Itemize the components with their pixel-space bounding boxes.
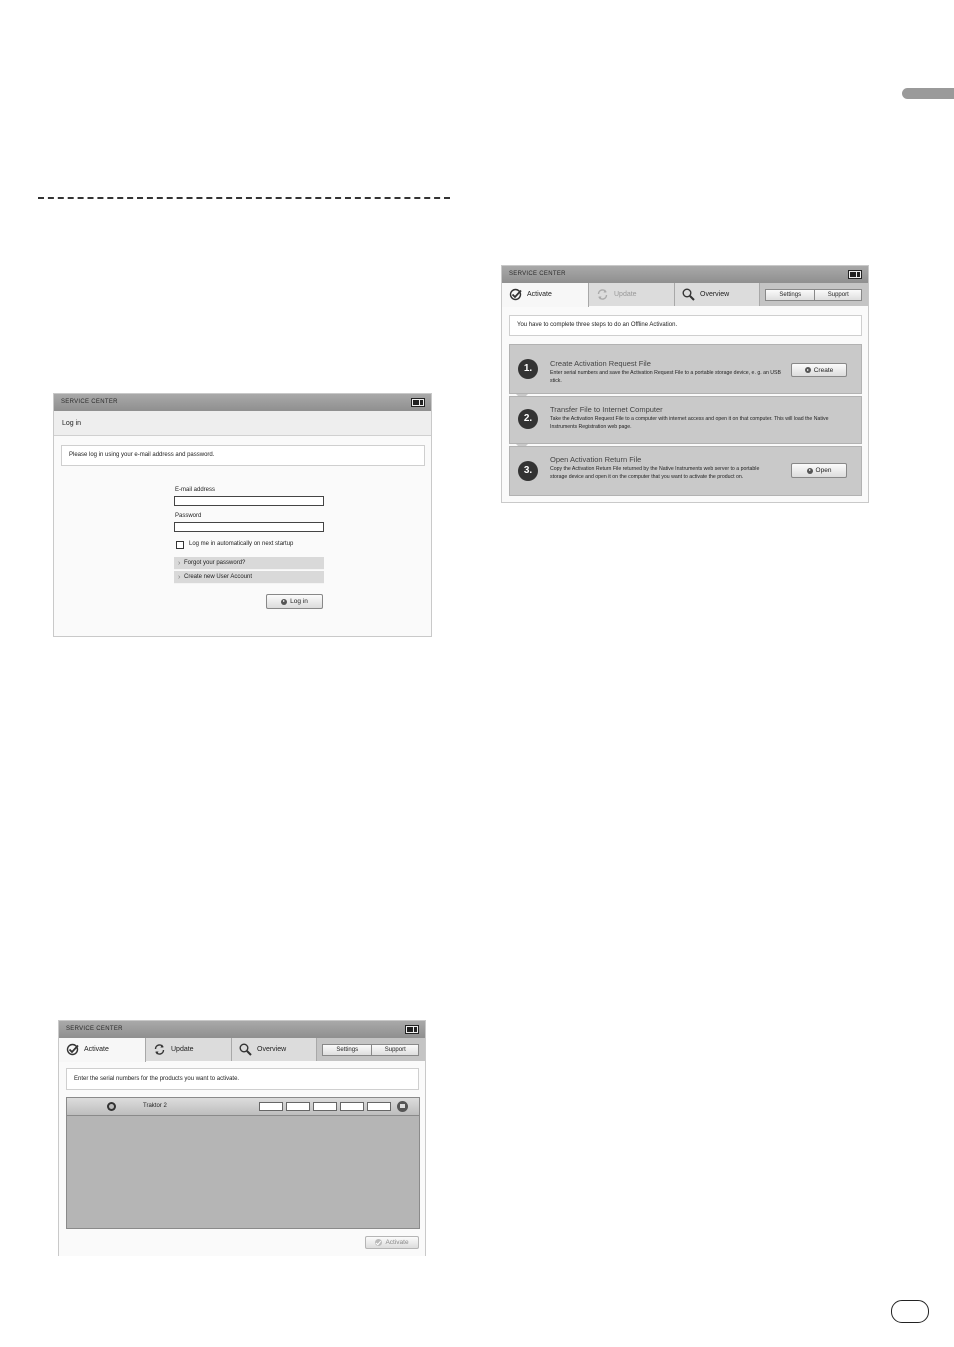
support-button[interactable]: Support [371, 1045, 418, 1055]
tab-overview[interactable]: Overview [232, 1038, 317, 1061]
tab-update[interactable]: Update [589, 283, 675, 306]
offline-message: You have to complete three steps to do an Offline Activation. [509, 315, 862, 336]
step-create-request [509, 344, 862, 394]
refresh-icon [596, 288, 609, 301]
forgot-password-link[interactable]: › Forgot your password? [174, 557, 324, 570]
settings-support-group [765, 289, 862, 301]
create-account-link[interactable]: › Create new User Account [174, 571, 324, 584]
activation-message: Enter the serial numbers for the products you want to activate. [66, 1068, 419, 1090]
step-number: 2. [518, 409, 538, 429]
language-oval [891, 1300, 929, 1323]
support-button[interactable]: Support [814, 290, 861, 300]
email-field[interactable] [174, 496, 324, 506]
search-icon [239, 1043, 252, 1056]
login-message: Please log in using your e-mail address and password. [61, 445, 425, 466]
arrow-circle-icon [281, 599, 287, 605]
refresh-icon [153, 1043, 166, 1056]
window-toggle-icon[interactable] [411, 398, 425, 407]
login-window [53, 393, 432, 637]
serial-field-2[interactable] [286, 1102, 310, 1111]
product-row[interactable] [67, 1098, 419, 1116]
step-number: 1. [518, 359, 538, 379]
step-description: Copy the Activation Return File returned by the Native Instruments web server to a portable storage device and open it on the computer that you want to activate the product on. [550, 466, 760, 480]
settings-button[interactable]: Settings [779, 292, 802, 298]
serial-field-4[interactable] [340, 1102, 364, 1111]
window-title: SERVICE CENTER [502, 266, 868, 283]
activate-button[interactable]: Activate [365, 1236, 419, 1249]
login-button-label: Log in [290, 598, 308, 605]
check-circle-icon [66, 1043, 79, 1056]
window-title: SERVICE CENTER [59, 1021, 425, 1038]
step-title: Create Activation Request File [550, 359, 651, 368]
check-circle-icon [375, 1239, 382, 1246]
arrow-circle-icon [807, 468, 813, 474]
offline-activation-window [501, 265, 869, 503]
product-icon [107, 1102, 116, 1111]
settings-button[interactable]: Settings [336, 1047, 359, 1053]
serial-field-5[interactable] [367, 1102, 391, 1111]
login-button[interactable] [266, 594, 323, 609]
tab-activate[interactable]: Activate [59, 1038, 146, 1062]
step-title: Transfer File to Internet Computer [550, 405, 663, 414]
product-name: Traktor 2 [143, 1103, 167, 1109]
tab-update[interactable]: Update [146, 1038, 232, 1061]
save-icon[interactable] [397, 1101, 408, 1112]
tab-activate[interactable]: Activate [502, 283, 589, 307]
auto-login-label: Log me in automatically on next startup [189, 541, 294, 547]
search-icon [682, 288, 695, 301]
window-toggle-icon[interactable] [405, 1025, 419, 1034]
tab-bar [502, 283, 868, 306]
window-toggle-icon[interactable] [848, 270, 862, 279]
tab-overview[interactable]: Overview [675, 283, 760, 306]
step-description: Take the Activation Request File to a computer with internet access and open it on that computer. This will load the Native Instruments Registration web page. [550, 416, 829, 430]
password-label: Password [175, 513, 202, 519]
step-number: 3. [518, 461, 538, 481]
serial-field-3[interactable] [313, 1102, 337, 1111]
create-button[interactable]: Create [791, 363, 847, 377]
settings-support-group [322, 1044, 419, 1056]
step-transfer-file [509, 396, 862, 444]
serial-field-1[interactable] [259, 1102, 283, 1111]
product-list [66, 1097, 420, 1229]
check-circle-icon [509, 288, 522, 301]
step-open-return-file [509, 446, 862, 496]
login-header: Log in [54, 411, 431, 436]
password-field[interactable] [174, 522, 324, 532]
email-label: E-mail address [175, 487, 216, 493]
dashed-divider [38, 197, 450, 199]
arrow-circle-icon [805, 367, 811, 373]
step-description: Enter serial numbers and save the Activation Request File to a portable storage device, e. g. an USB stick. [550, 370, 781, 384]
auto-login-checkbox[interactable] [176, 541, 184, 549]
open-button[interactable]: Open [791, 463, 847, 478]
tab-bar [59, 1038, 425, 1061]
chapter-tab [902, 88, 954, 99]
step-title: Open Activation Return File [550, 455, 642, 464]
activation-window [58, 1020, 426, 1256]
window-title: SERVICE CENTER [54, 394, 431, 411]
